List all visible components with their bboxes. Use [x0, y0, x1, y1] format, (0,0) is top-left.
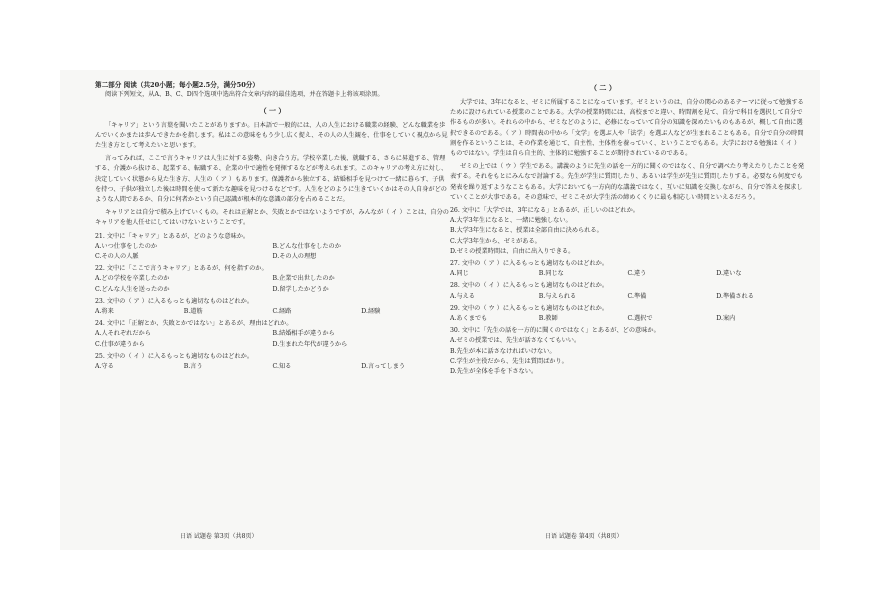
option-c: C.学生が主役だから、先生は質問ばかり。	[450, 357, 568, 365]
question-30	[450, 326, 805, 377]
question-25	[95, 352, 450, 372]
option-c: C.仕事が違うから	[95, 340, 145, 348]
option-b: B.同じな	[538, 270, 564, 278]
passage-two-para-2: ゼミの上では（ ウ ）学生である。講義のように先生の話を一方的に聞くのではなく、自分で調べたり考えたりしたことを発表する。それをもとにみんなで討論する。先生が学生に質問したり、あるいは学生が先生に質問したりする。必要なら何度でも発表を繰り返すようなこともある。大学においても一方向的な講義ではなく、互いに知識を交換しながら、自分で答えを探求していくことが大事である。その意味で、ゼミこそが大学生活の締めくくりに最も相応しい時間といえるだろう。	[450, 163, 805, 201]
question-stem: 24. 文中に「正解とか、失敗とかではない」とあるが、理由はどれか。	[95, 320, 293, 328]
instruction-text: 阅读下列短文，从A、B、C、D四个选项中选出符合文章内容的最佳选项，并在答题卡上将该项涂黑。	[105, 91, 384, 99]
question-21	[95, 232, 450, 263]
option-a: A.人それぞれだから	[95, 330, 151, 338]
question-22	[95, 264, 450, 295]
option-b: B.大学3年生になると、授業は全部自由に決められる。	[450, 227, 603, 235]
question-stem: 30. 文中に「先生の話を一方的に聞くのではなく」とあるが、どの意味か。	[450, 327, 660, 335]
option-b: B.先生が本に話さなければいけない。	[450, 347, 556, 355]
option-d: D.生まれた年代が違うから	[272, 340, 348, 348]
left-page-footer: 日语 试题卷 第3页（共8页）	[180, 533, 258, 540]
option-a: A.守る	[95, 363, 114, 371]
option-b: B.どんな仕事をしたのか	[272, 242, 341, 250]
option-a: A.同じ	[450, 270, 469, 278]
question-stem: 21. 文中に「キャリア」とあるが、どのような意味か。	[95, 232, 250, 240]
option-c: C.経路	[272, 308, 292, 316]
question-26	[450, 206, 805, 257]
question-24	[95, 319, 450, 350]
option-c: C.準備	[627, 292, 647, 300]
option-d: D.違いな	[716, 270, 742, 278]
option-d: D.その人の理想	[272, 253, 317, 261]
question-stem: 23. 文中の（ ア ）に入るもっとも適切なものはどれか。	[95, 297, 254, 305]
left-page	[95, 80, 450, 372]
passage-one-title: （ 一 ）	[259, 106, 286, 116]
option-d: D.ゼミの授業時間は、自由に出入りできる。	[450, 247, 575, 255]
question-stem: 25. 文中の（ イ ）に入るもっとも適切なものはどれか。	[95, 352, 254, 360]
passage-one-para-1: 「キャリア」という言葉を聞いたことがありますか。日本語で一般的には、人の人生における職業の経験、どんな職業を歩んでいくかまたは歩んできたかを指します。私はこの意味をもう少し広く捉え、その人の人生観を、仕事をしていく視点から見た生き方として考えたいと思います。	[95, 121, 448, 150]
question-28	[450, 281, 805, 301]
question-27	[450, 259, 805, 279]
passage-two-para-1: 大学では、3年になると、ゼミに所属することになっています。ゼミというのは、自分の関心のあるテーマに従って勉強するために設けられている授業のことである。大学の授業時間には、高校までと違い、時間割を見て、自分で科目を選択して自分で作るものが多い。それらの中から、ゼミなどのように、必修になっていて自分の知識を深めたいものもあるが、概して自由に選択できるのである。（ ア ）時間表の中から「文学」を選ぶ人や「法学」を選ぶ人などが生まれることもある。自分で自分の時間割を作るということは、その作業を通じて、自主性、主体性を養っていく、ということでもある。大学における勉強は（ イ ）ものではない。学生は自ら自主的、主体的に勉強することが期待されているのである。	[450, 99, 804, 158]
option-c: C.大学3年生から、ゼミがある。	[450, 237, 541, 245]
option-a: A.どの学校を卒業したのか	[95, 275, 170, 283]
option-b: B.企業で出世したのか	[272, 275, 335, 283]
section-header: 第二部分 阅读（共20小题；每小题2.5分，满分50分）	[95, 81, 259, 89]
option-d: D.準備される	[716, 292, 754, 300]
option-b: B.道筋	[183, 308, 203, 316]
passage-one-para-2: 言ってみれば、ここで言うキャリアは人生に対する姿勢、向き合う方。学校卒業した後、就職する、さらに昇進する、管理する、介護から抜ける、起業する、転職する、企業の中で適性を発揮するなどが考えられます。このキャリアの考え方に対し、決定していく状態から見た生き方、人生の（ ア ）もあります。保護者から独立する、結婚相手を見つけて一緒に暮らす、子供を持つ、子供が独立した後は時間を使って新たな趣味を見つけるなどです。人生をどのように生きていくかはその人自身がどのような人間であるか、自分に何者かという自己認識が根本的な意識の部分を占めることだ。	[95, 155, 448, 204]
option-c: C.どんな人生を送ったのか	[95, 285, 170, 293]
option-b: B.結婚相手が違うから	[272, 330, 335, 338]
right-page	[450, 98, 805, 377]
question-stem: 26. 文中に「大学では、3年になる」とあるが、正しいのはどれか。	[450, 207, 639, 215]
option-c: C.選択で	[627, 315, 653, 323]
passage-one-para-3: キャリアとは自分で積み上げていくもの。それは正解とか、失敗とかではないようですが、みんなが（ イ ）ことは、自分のキャリアを他人任せにしてはいけないということです。	[95, 209, 449, 227]
question-stem: 22. 文中に「ここで言うキャリア」とあるが、何を指すのか。	[95, 265, 268, 273]
option-d: D.留学したかどうか	[272, 285, 329, 293]
option-d: D.案内	[716, 315, 736, 323]
right-page-footer: 日语 试题卷 第4页（共8页）	[545, 533, 623, 540]
question-29	[450, 304, 805, 324]
option-d: D.経験	[361, 308, 381, 316]
question-stem: 28. 文中の（ イ ）に入るもっとも適切なものはどれか。	[450, 282, 609, 290]
question-23	[95, 297, 450, 317]
option-c: C.知る	[272, 363, 292, 371]
option-c: C.その人の人脈	[95, 253, 139, 261]
option-b: B.言う	[183, 363, 203, 371]
option-d: D.言ってしまう	[361, 363, 406, 371]
option-a: A.将来	[95, 308, 114, 316]
option-a: A.与える	[450, 292, 475, 300]
option-a: A.ゼミの授業では、先生が話さなくてもいい。	[450, 337, 581, 345]
question-stem: 27. 文中の（ ア ）に入るもっとも適切なものはどれか。	[450, 260, 609, 268]
option-c: C.違う	[627, 270, 647, 278]
passage-two-title: （ 二 ）	[590, 83, 616, 92]
option-a: A.大学3年生になると、一緒に勉強しない。	[450, 217, 572, 225]
option-b: B.与えられる	[538, 292, 577, 300]
question-stem: 29. 文中の（ ウ ）に入るもっとも適切なものはどれか。	[450, 304, 609, 312]
option-b: B.教師	[538, 315, 558, 323]
option-a: A.あくまでも	[450, 315, 488, 323]
option-a: A.いつ仕事をしたのか	[95, 242, 158, 250]
option-d: D.先生が全体を手を下さない。	[450, 368, 538, 376]
